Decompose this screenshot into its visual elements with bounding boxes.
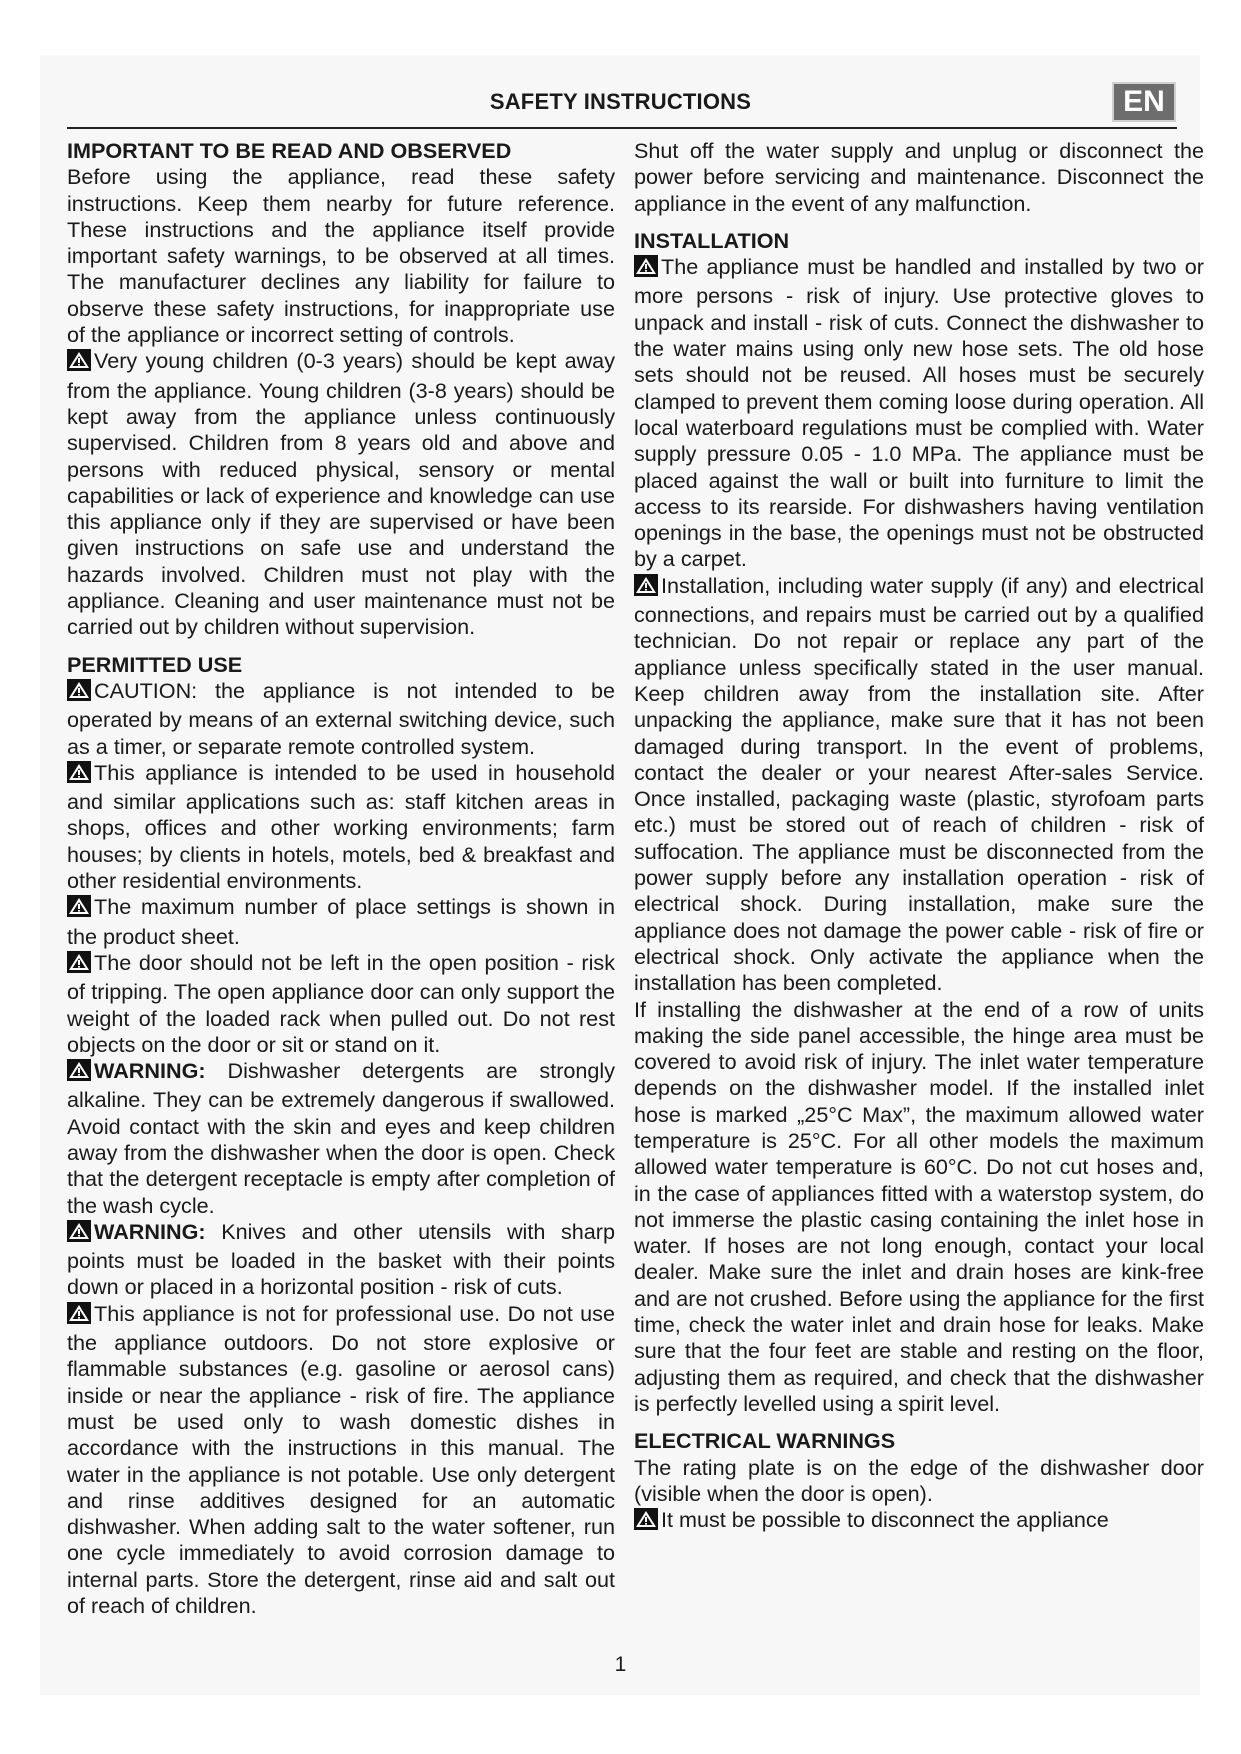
page-number: 1 xyxy=(614,1653,627,1676)
right-column xyxy=(634,138,1204,1536)
paragraph-disconnect: It must be possible to disconnect the appliance xyxy=(634,1507,1204,1536)
language-badge: EN xyxy=(1112,82,1176,122)
paragraph-detergents-warning: WARNING: Dishwasher detergents are strongly alkaline. They can be extremely dangerous if swallowed. Avoid contact with the skin and eyes and keep children away from the dishwasher when the door is open. Check that the detergent receptacle is empty after completion of the wash cycle. xyxy=(67,1058,616,1218)
paragraph-installation: Installation, including water supply (if any) and electrical connections, and repairs must be carried out by a qualified technician. Do not repair or replace any part of the appliance unless specifically stated in the user manual. Keep children away from the installation site. After unpacking the appliance, make sure that it has not been damaged during transport. In the event of problems, contact the dealer or your nearest After-sales Service. Once installed, packaging waste (plastic, styrofoam parts etc.) must be stored out of reach of children - risk of suffocation. The appliance must be disconnected from the power supply before any installation operation - risk of electrical shock. During installation, make sure the appliance does not damage the power cable - risk of fire or electrical shock. Only activate the appliance when the installation has been completed. xyxy=(634,572,1204,996)
left-column xyxy=(67,138,615,1619)
page-title: SAFETY INSTRUCTIONS xyxy=(489,89,752,114)
warning-triangle-icon xyxy=(67,951,91,979)
paragraph-handled: The appliance must be handled and installed by two or more persons - risk of injury. Use protective gloves to unpack and install - risk of cuts. Connect the dishwasher to the water mains using only new hose sets. The old hose sets should not be reused. All hoses must be securely clamped to prevent them coming loose during operation. All local waterboard regulations must be complied with. Water supply pressure 0.05 - 1.0 MPa. The appliance must be placed against the wall or built into furniture to limit the access to its rearside. For dishwashers having ventilation openings in the base, the openings must not be obstructed by a carpet. xyxy=(634,254,1204,572)
paragraph-household: This appliance is intended to be used in household and similar applications such as: staff kitchen areas in shops, offices and other working environments; farm houses; by clients in hotels, motels, bed & breakfast and other residential environments. xyxy=(67,759,615,894)
paragraph-knives-warning: WARNING: Knives and other utensils with sharp points must be loaded in the basket with their points down or placed in a horizontal position - risk of cuts. xyxy=(67,1218,615,1300)
warning-triangle-icon xyxy=(67,1220,91,1248)
warning-label: WARNING: xyxy=(94,1058,206,1084)
warning-triangle-icon xyxy=(634,1508,658,1536)
warning-triangle-icon xyxy=(67,349,91,377)
warning-triangle-icon xyxy=(67,761,91,789)
heading-permitted-use: PERMITTED USE xyxy=(67,651,243,677)
warning-triangle-icon xyxy=(67,1302,91,1330)
warning-triangle-icon xyxy=(634,255,658,283)
paragraph-row-of-units: If installing the dishwasher at the end of a row of units making the side panel accessible, the hinge area must be covered to avoid risk of injury. The inlet water temperature depends on the dishwasher model. If the installed inlet hose is marked „25°C Max”, the maximum allowed water temperature is 25°C. For all other models the maximum allowed water temperature is 60°C. Do not cut hoses and, in the case of appliances fitted with a waterstop system, do not immerse the plastic casing containing the inlet hose in water. If hoses are not long enough, contact your local dealer. Make sure the inlet and drain hoses are kink-free and are not crushed. Before using the appliance for the first time, check the water inlet and drain hose for leaks. Make sure that the four feet are stable and resting on the floor, adjusting them as required, and check that the dishwasher is perfectly levelled using a spirit level. xyxy=(634,996,1204,1416)
heading-electrical-warnings: ELECTRICAL WARNINGS xyxy=(634,1428,896,1454)
paragraph-caution: CAUTION: the appliance is not intended to be operated by means of an external switching device, such as a timer, or separate remote controlled system. xyxy=(67,677,615,759)
paragraph-professional-use: This appliance is not for professional use. Do not use the appliance outdoors. Do not store explosive or flammable substances (e.g. gasoline or aerosol cans) inside or near the appliance - risk of fire. The appliance must be used only to wash domestic dishes in accordance with the instructions in this manual. The water in the appliance is not potable. Use only detergent and rinse additives designed for an automatic dishwasher. When adding salt to the water softener, run one cycle immediately to avoid corrosion damage to internal parts. Store the detergent, rinse aid and salt out of reach of children. xyxy=(67,1300,615,1619)
paragraph-place-settings: The maximum number of place settings is shown in the product sheet. xyxy=(67,894,615,949)
warning-triangle-icon xyxy=(67,895,91,923)
warning-triangle-icon xyxy=(67,1059,91,1087)
paragraph-children: Very young children (0-3 years) should be kept away from the appliance. Young children (3-8 years) should be kept away from the appliance unless continuously supervised. Children from 8 years old and above and persons with reduced physical, sensory or mental capabilities or lack of experience and knowledge can use this appliance only if they are supervised or have been given instructions on safe use and understand the hazards involved. Children must not play with the appliance. Cleaning and user maintenance must not be carried out by children without supervision. xyxy=(67,348,615,640)
paragraph-rating-plate: The rating plate is on the edge of the dishwasher door (visible when the door is open). xyxy=(634,1454,1204,1506)
warning-triangle-icon xyxy=(67,679,91,707)
header-divider xyxy=(67,127,1177,129)
paragraph-before-use: Before using the appliance, read these safety instructions. Keep them nearby for future reference. These instructions and the appliance itself provide important safety warnings, to be observed at all times. The manufacturer declines any liability for failure to observe these safety instructions, for inappropriate use of the appliance or incorrect setting of controls. xyxy=(67,164,615,348)
paragraph-shut-off: Shut off the water supply and unplug or disconnect the power before servicing and maintenance. Disconnect the appliance in the event of any malfunction. xyxy=(634,138,1204,216)
heading-important: IMPORTANT TO BE READ AND OBSERVED xyxy=(67,138,512,163)
warning-triangle-icon xyxy=(634,574,658,602)
heading-installation: INSTALLATION xyxy=(634,227,790,253)
warning-label: WARNING: xyxy=(94,1218,206,1244)
paragraph-door: The door should not be left in the open position - risk of tripping. The open appliance door can only support the weight of the loaded rack when pulled out. Do not rest objects on the door or sit or stand on it. xyxy=(67,949,615,1057)
